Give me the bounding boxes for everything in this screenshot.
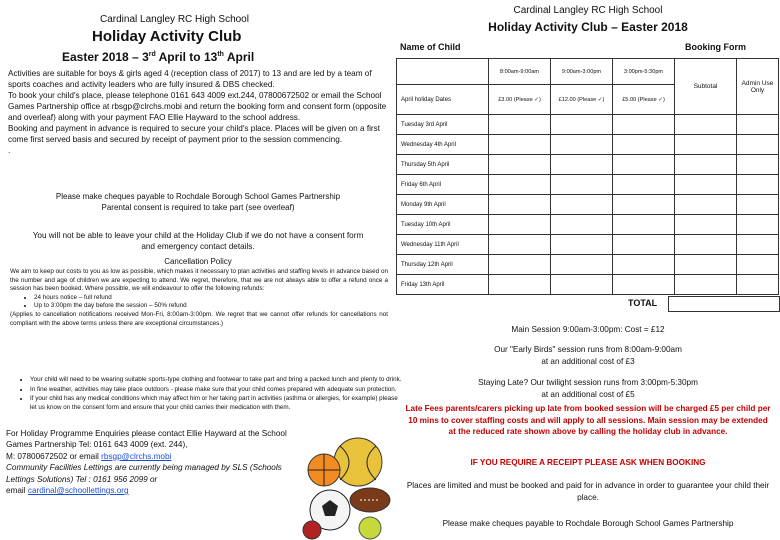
checkbox-cell[interactable]: [551, 235, 613, 255]
enquiries: For Holiday Programme Enquiries please contact Ellie Hayward at the School Games Partnership Tel: 0161 643 4009 (ext. 244), M: 07800672502 or email rbsgp@clrchs.mobi Community Facilities Lettings are currently being managed by SLS (Schools Lettings Solutions) Tel : 0161 956 2099 or email cardinal@schoollettings.org: [6, 429, 287, 496]
early-birds-info: Our "Early Birds" session runs from 8:00am-9:00am at an additional cost of £3: [494, 345, 682, 366]
checkbox-cell[interactable]: [489, 155, 551, 175]
checkbox-cell[interactable]: [489, 135, 551, 155]
checkbox-cell[interactable]: [613, 155, 675, 175]
consent-warning: You will not be able to leave your child at the Holiday Club if we do not have a consent form and emergency contact details.: [32, 231, 364, 251]
checkbox-cell[interactable]: [613, 175, 675, 195]
table-row: 8:00am-9:00am 9:00am-3:00pm 3:00pm-5:30pm Subtotal Admin Use Only: [397, 59, 779, 85]
lettings-email-link[interactable]: cardinal@schoollettings.org: [27, 486, 129, 496]
table-row: Monday 9th April: [397, 195, 779, 215]
requirements-list: [10, 376, 402, 413]
table-row: Thursday 5th April: [397, 155, 779, 175]
club-dates: Easter 2018 – 3rd April to 13th April: [62, 50, 255, 64]
checkbox-cell[interactable]: [489, 255, 551, 275]
checkbox-cell[interactable]: [551, 155, 613, 175]
checkbox-cell[interactable]: [551, 175, 613, 195]
cancellation-policy-title: Cancellation Policy: [164, 257, 232, 266]
table-row: Thursday 12th April: [397, 255, 779, 275]
booking-form-label: Booking Form: [685, 42, 746, 52]
checkbox-cell[interactable]: [489, 115, 551, 135]
child-name-label: Name of Child: [400, 42, 461, 52]
list-item: • If your child has any medical conditions which may affect him or her taking part in activities (asthma or allergies, for example) please let us know on the consent form and ensure that your child carries their medication with them.: [30, 395, 402, 412]
checkbox-cell[interactable]: [551, 115, 613, 135]
checkbox-cell[interactable]: [613, 235, 675, 255]
checkbox-cell[interactable]: [613, 215, 675, 235]
checkbox-cell[interactable]: [551, 275, 613, 295]
checkbox-cell[interactable]: [613, 135, 675, 155]
table-row: Wednesday 4th April: [397, 135, 779, 155]
checkbox-cell[interactable]: [489, 235, 551, 255]
school-name: Cardinal Langley RC High School: [100, 14, 249, 25]
cheques-note: Please make cheques payable to Rochdale Borough School Games Partnership Parental consent is required to take part (see overleaf): [55, 192, 341, 212]
club-title: Holiday Activity Club: [92, 28, 242, 45]
cancellation-policy: We aim to keep our costs to you as low as possible, which makes it necessary to plan activities and staffing levels in advance based on the number and age of children we are expecting to attend. We regret, therefore, that we are not always able to offer a refund once a session has been booked. Where possible, we will endeavour to offer the following refunds: • 24 hours notice – full refund • Up to 3:00pm the day before the session – 50% refund (Applies to cancellation notifications received Mon-Fri, 8:00am-3:00pm. We regret that we cannot offer refunds for cancellations not compliant with the above terms unless there are exceptional circumstances.): [10, 268, 388, 328]
late-session-info: Staying Late? Our twilight session runs from 3:00pm-5:30pm at an additional cost of £5: [478, 378, 698, 399]
checkbox-cell[interactable]: [613, 255, 675, 275]
checkbox-cell[interactable]: [551, 255, 613, 275]
checkbox-cell[interactable]: [551, 195, 613, 215]
cheques-payable: Please make cheques payable to Rochdale Borough School Games Partnership: [442, 519, 734, 528]
booking-form: [396, 0, 780, 540]
checkbox-cell[interactable]: [551, 215, 613, 235]
table-row: Friday 6th April: [397, 175, 779, 195]
checkbox-cell[interactable]: [613, 195, 675, 215]
checkbox-cell[interactable]: [613, 275, 675, 295]
checkbox-cell[interactable]: [551, 135, 613, 155]
checkbox-cell[interactable]: [489, 175, 551, 195]
table-row: Tuesday 3rd April: [397, 115, 779, 135]
form-title: Holiday Activity Club – Easter 2018: [488, 20, 688, 34]
checkbox-cell[interactable]: [613, 115, 675, 135]
list-item: • Your child will need to be wearing suitable sports-type clothing and footwear to take part and bring a packed lunch and plenty to drink.: [30, 376, 402, 385]
booking-table: [396, 58, 779, 295]
table-row: Wednesday 11th April: [397, 235, 779, 255]
checkbox-cell[interactable]: [489, 215, 551, 235]
table-row: Friday 13th April: [397, 275, 779, 295]
list-item: • In fine weather, activities may take place outdoors - please make sure that your child comes prepared with adequate sun protection.: [30, 386, 402, 395]
checkbox-cell[interactable]: [489, 195, 551, 215]
form-school-name: Cardinal Langley RC High School: [513, 5, 663, 16]
total-label: TOTAL: [628, 298, 658, 308]
places-notice: Places are limited and must be booked and paid for in advance in order to guarantee your child their place.: [406, 481, 770, 502]
table-row: Tuesday 10th April: [397, 215, 779, 235]
main-session-cost: Main Session 9:00am-3:00pm: Cost = £12: [511, 325, 665, 334]
late-fees-notice: Late Fees parents/carers picking up late from booked session will be charged £5 per child per 10 mins to cover staffing costs and will apply to all sessions. Main session may be extended at the reduced rate shown above by calling the holiday club in advance.: [405, 404, 771, 436]
checkbox-cell[interactable]: [489, 275, 551, 295]
intro-text: Activities are suitable for boys & girls aged 4 (reception class of 2017) to 13 and are led by a team of sports coaches and activity leaders who are fully insured & DBS checked. To book your child's place, please telephone 0161 643 4009 ext.244, 07800672502 or email the School Games Partnership office at rbsgp@clrchs.mobi and return the booking form and consent form (opposite and overleaf) along with your payment FAO Ellie Hayward to the school address. Booking and payment in advance is required to secure your child's place. Places will be given on a first come first served basis and secured by receipt of payment prior to the session commencing. .: [8, 69, 387, 155]
table-row: April holiday Dates £3.00 (Please ✓) £12.00 (Please ✓) £5.00 (Please ✓): [397, 85, 779, 115]
sports-balls-image: [300, 430, 392, 540]
email-link[interactable]: rbsgp@clrchs.mobi: [101, 451, 172, 461]
total-box[interactable]: [668, 296, 780, 312]
receipt-notice: IF YOU REQUIRE A RECEIPT PLEASE ASK WHEN BOOKING: [470, 458, 706, 467]
